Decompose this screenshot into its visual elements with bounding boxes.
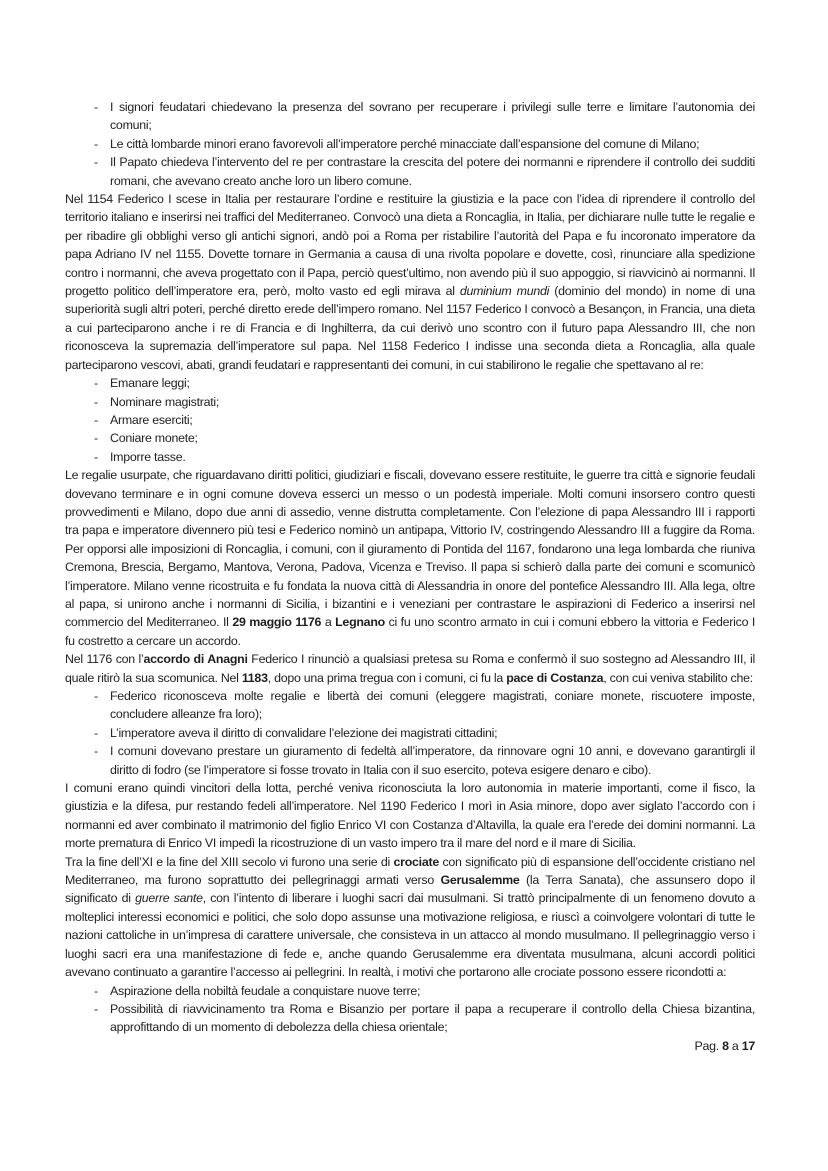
bullet-list xyxy=(65,98,755,190)
paragraph xyxy=(65,650,755,687)
bullet-item xyxy=(65,448,755,466)
footer-separator: a xyxy=(728,1038,742,1053)
bullet-item xyxy=(65,982,755,1000)
text-run: Nel 1176 con l’ xyxy=(65,652,144,667)
dash-marker: - xyxy=(94,412,98,427)
dash-marker: - xyxy=(94,725,98,740)
footer-total-pages: 17 xyxy=(741,1038,755,1053)
dash-marker: - xyxy=(94,744,98,759)
bullet-item xyxy=(65,687,755,724)
text-run: (la Terra Sanata), che assunsero dopo il significato di xyxy=(65,873,755,906)
bullet-item xyxy=(65,98,755,135)
text-run: Possibilità di riavvicinamento tra Roma e Bisanzio per portare il papa a recuperare il controllo della Chiesa bizantina, approfittando di un momento di debolezza della chiesa orientale; xyxy=(110,1001,755,1035)
text-run: , con l’intento di liberare i luoghi sacri dai musulmani. Si trattò principalmente di un fenomeno dovuto a molteplici interessi economici e politici, che solo dopo assunse una motivazione religiosa, e riuscì a coinvolgere volontari di tutte le nazioni cattoliche in un’impresa di carattere universale, che consisteva in un attacco al mondo musulmano. Il pellegrinaggio verso i luoghi sacri era una manifestazione di fede e, anche quando Gerusalemme era diventata musulmana, alcuni accordi politici avevano continuato a garantire l’accesso ai pellegrini. In realtà, i motivi che portarono alle crociate possono essere ricondotti a: xyxy=(65,891,755,980)
text-run: a xyxy=(321,615,336,630)
paragraph xyxy=(65,853,755,982)
dash-marker: - xyxy=(94,431,98,446)
dash-marker: - xyxy=(94,155,98,170)
bullet-item xyxy=(65,411,755,429)
italic-text-run: guerre sante xyxy=(135,891,203,906)
bold-text-run: 1183 xyxy=(241,670,268,685)
text-run: Le regalie usurpate, che riguardavano diritti politici, giudiziari e fiscali, dovevano essere restituite, le guerre tra città e signorie feudali dovevano terminare e in ogni comune doveva esserci un messo o un podestà imperiale. Molti comuni insorsero contro questi provvedimenti e Milano, dopo due anni di assedio, venne distrutta completamente. Con l’elezione di papa Alessandro III i rapporti tra papa e imperatore divennero più tesi e Federico nominò un antipapa, Vittorio IV, costringendo Alessandro III a fuggire da Roma. Per opporsi alle imposizioni di Roncaglia, i comuni, con il giuramento di Pontida del 1167, fondarono una lega lombarda che riuniva Cremona, Brescia, Bergamo, Mantova, Verona, Padova, Vicenza e Treviso. Il papa si schierò dalla parte dei comuni e scomunicò l’imperatore. Milano venne ricostruita e fu fondata la nuova città di Alessandria in onore del pontefice Alessandro III. Alla lega, oltre al papa, si unirono anche i normanni di Sicilia, i bizantini e i veneziani per contrastare le aspirazioni di Federico a inserirsi nel commercio del Mediterraneo. Il xyxy=(65,468,755,630)
bullet-list xyxy=(65,687,755,779)
bold-text-run: pace di Costanza xyxy=(506,670,604,685)
page-footer xyxy=(65,1037,755,1055)
dash-marker: - xyxy=(94,136,98,151)
bullet-item xyxy=(65,393,755,411)
bullet-item xyxy=(65,135,755,153)
text-run: I signori feudatari chiedevano la presenza del sovrano per recuperare i privilegi sulle terre e limitare l’autonomia dei comuni; xyxy=(110,100,755,133)
bullet-item xyxy=(65,429,755,447)
dash-marker: - xyxy=(94,100,98,114)
bullet-item xyxy=(65,374,755,392)
text-run: Coniare monete; xyxy=(110,431,198,446)
bold-text-run: Gerusalemme xyxy=(440,873,520,888)
bullet-item xyxy=(65,1000,755,1037)
dash-marker: - xyxy=(94,449,98,464)
dash-marker: - xyxy=(94,394,98,409)
text-run: con significato più di espansione dell’occidente cristiano nel Mediterraneo, ma furono soprattutto dei pellegrinaggi armati verso xyxy=(65,854,755,888)
paragraph xyxy=(65,190,755,374)
dash-marker: - xyxy=(94,1001,98,1016)
text-run: , con cui veniva stabilito che: xyxy=(603,670,753,685)
bullet-item xyxy=(65,742,755,779)
text-run: Tra la fine dell’XI e la fine del XIII secolo vi furono una serie di xyxy=(65,854,394,869)
text-run: Imporre tasse. xyxy=(110,449,186,464)
document-content xyxy=(65,98,755,1055)
text-run: L’imperatore aveva il diritto di convalidare l’elezione dei magistrati cittadini; xyxy=(110,725,498,740)
bullet-item xyxy=(65,153,755,190)
text-run: (dominio del mondo) in nome di una superiorità sugli altri poteri, perché diretto erede dell’impero romano. Nel 1157 Federico I convocò a Besançon, in Francia, una dieta a cui parteciparono anche i re di Francia e di Inghilterra, da cui derivò uno scontro con il futuro papa Alessandro III, che non riconosceva la supremazia dell’imperatore sul papa. Nel 1158 Federico I indisse una seconda dieta a Roncaglia, alla quale parteciparono vescovi, abati, grandi feudatari e rappresentanti dei comuni, in cui stabilirono le regalie che spettavano al re: xyxy=(65,284,755,372)
text-run: I comuni dovevano prestare un giuramento di fedeltà all’imperatore, da rinnovare ogni 10 anni, e dovevano garantirgli il diritto di fodro (se l’imperatore si fosse trovato in Italia con il suo esercito, poteva esigere denaro e cibo). xyxy=(110,744,755,777)
dash-marker: - xyxy=(94,376,98,391)
paragraph xyxy=(65,466,755,650)
italic-text-run: duminium mundi xyxy=(459,284,550,299)
text-run: Nel 1154 Federico I scese in Italia per restaurare l’ordine e restituire la giustizia e la pace con l’idea di riprendere il controllo del territorio italiano e inserirsi nei traffici del Mediterraneo. Convocò una dieta a Roncaglia, in Italia, per dichiarare nulle tutte le regalie e per ribadire gli obblighi verso gli antichi signori, andò poi a Roma per ristabilire l’autorità del Papa e fu incoronato imperatore da papa Adriano IV nel 1155. Dovette tornare in Germania a causa di una rivolta popolare e dovette, così, rinunciare alla spedizione contro i normanni, che aveva progettato con il Papa, perciò quest’ultimo, non avendo più il suo appoggio, si riavvicinò ai normanni. Il progetto politico dell’imperatore era, però, molto vasto ed egli mirava al xyxy=(65,192,755,299)
bold-text-run: Legnano xyxy=(335,615,385,630)
text-run: ci fu uno scontro armato in cui i comuni ebbero la vittoria e Federico I fu costretto a cercare un accordo. xyxy=(65,615,756,648)
text-run: , dopo una prima tregua con i comuni, ci fu la xyxy=(267,670,507,685)
footer-label: Pag. xyxy=(694,1038,723,1053)
bold-text-run: accordo di Anagni xyxy=(143,652,248,667)
bold-text-run: 29 maggio 1176 xyxy=(232,615,322,630)
text-run: Il Papato chiedeva l’intervento del re per contrastare la crescita del potere dei normanni e riprendere il controllo dei sudditi romani, che avevano creato anche loro un libero comune. xyxy=(110,155,755,188)
footer-page-number: 8 xyxy=(722,1038,729,1053)
text-run: I comuni erano quindi vincitori della lotta, perché veniva riconosciuta la loro autonomia in materie importanti, come il fisco, la giustizia e la difesa, pur restando fedeli all’imperatore. Nel 1190 Federico I morì in Asia minore, dopo aver siglato l’accordo con i normanni ed aver combinato il matrimonio del figlio Enrico VI con Costanza d’Altavilla, la quale era l’erede dei domini normanni. La morte prematura di Enrico VI impedì la ricostruzione di un vasto impero tra il mare del nord e il mare di Sicilia. xyxy=(65,781,755,851)
text-run: Aspirazione della nobiltà feudale a conquistare nuove terre; xyxy=(110,983,421,998)
text-run: Nominare magistrati; xyxy=(110,394,220,409)
bullet-list xyxy=(65,982,755,1037)
text-run: Emanare leggi; xyxy=(110,376,190,391)
text-run: Federico I rinunciò a qualsiasi pretesa su Roma e confermò il suo sostegno ad Alessandro III, il quale ritirò la sua scomunica. Nel xyxy=(65,652,755,685)
bullet-list xyxy=(65,374,755,466)
dash-marker: - xyxy=(94,689,98,703)
bullet-item xyxy=(65,724,755,742)
bold-text-run: crociate xyxy=(393,854,439,869)
text-run: Federico riconosceva molte regalie e libertà dei comuni (eleggere magistrati, coniare monete, riscuotere imposte, concludere alleanze fra loro); xyxy=(110,689,755,722)
text-run: Armare eserciti; xyxy=(110,412,193,427)
text-run: Le città lombarde minori erano favorevoli all’imperatore perché minacciate dall’espansione del comune di Milano; xyxy=(110,136,700,151)
dash-marker: - xyxy=(94,983,98,998)
paragraph xyxy=(65,779,755,853)
